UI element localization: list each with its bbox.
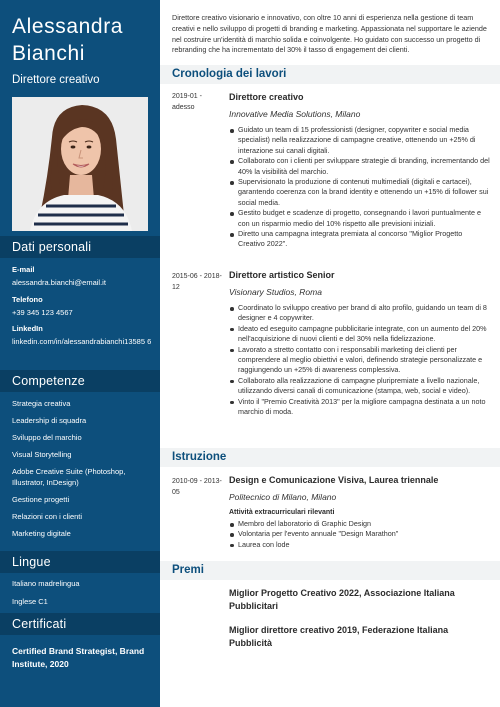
email-value[interactable]: alessandra.bianchi@email.it (12, 278, 106, 287)
profile-summary: Direttore creativo visionario e innovativo, con oltre 10 anni di esperienza nella gestione di team creativi e nello sviluppo di progetti di branding e marketing. Appassionata nel supportare le aziende nel costruire un'identità di marchio solida e coinvolgente. Ho guidato con successo un progetto di rebranding che ha incrementato del 30% il tasso di engagement dei clienti. (172, 13, 487, 55)
portrait-illustration (12, 97, 148, 231)
email-label: E-mail (12, 265, 35, 274)
languages-list (12, 578, 152, 607)
language-item: Inglese C1 (12, 597, 48, 606)
candidate-role: Direttore creativo (12, 74, 100, 86)
job-title: Direttore creativo (229, 92, 304, 102)
bullet-item: Supervisionato la produzione di contenuti multimediali (digitali e cartacei), garantendo coerenza con la brand identity e ottenendo un +15% di follower sui social media. (229, 177, 491, 208)
language-item: Italiano madrelingua (12, 579, 80, 588)
skill-item: Marketing digitale (12, 529, 71, 538)
bullet-item: Coordinato lo sviluppo creativo per brand di alto profilo, guidando un team di 8 designer e 4 copywriter. (229, 303, 491, 324)
bullet-item: Collaborato alla realizzazione di campagne pluripremiate a livello nazionale, utilizzando diversi canali di comunicazione (stampa, web, social e video). (229, 376, 491, 397)
school-name: Politecnico di Milano, Milano (229, 492, 337, 502)
skill-item: Strategia creativa (12, 399, 71, 408)
job-employer: Innovative Media Solutions, Milano (229, 109, 361, 119)
linkedin-value[interactable]: linkedin.com/in/alessandrabianchi13585 6 (12, 337, 152, 346)
job-bullets (229, 125, 491, 250)
bullet-item: Guidato un team di 15 professionisti (designer, copywriter e social media specialist) nella realizzazione di campagne creative, ottenendo un +25% di interazione sui canali digitali. (229, 125, 491, 156)
skill-item: Gestione progetti (12, 495, 70, 504)
bullet-item: Ideato ed eseguito campagne pubblicitarie integrate, con un aumento del 20% nell'acquisizione di nuovi clienti e del 30% nella fidelizzazione. (229, 324, 491, 345)
extracurricular-list (229, 519, 491, 550)
languages-heading: Lingue (0, 551, 160, 573)
certificates-heading: Certificati (0, 613, 160, 635)
bullet-item: Diretto una campagna integrata premiata al concorso "Miglior Progetto Creativo 2022". (229, 229, 491, 250)
skill-item: Sviluppo del marchio (12, 433, 82, 442)
skill-item: Visual Storytelling (12, 450, 72, 459)
first-name: Alessandra (12, 15, 124, 38)
education-dates: 2010-09 - 2013-05 (172, 478, 222, 496)
award-item: Miglior Progetto Creativo 2022, Associazione Italiana Pubblicitari (229, 588, 455, 611)
job-employer: Visionary Studios, Roma (229, 287, 322, 297)
job-bullets (229, 303, 491, 417)
degree-title: Design e Comunicazione Visiva, Laurea triennale (229, 475, 439, 485)
bullet-item: Collaborato con i clienti per sviluppare strategie di branding, incrementando del 40% la visibilità del marchio. (229, 156, 491, 177)
last-name: Bianchi (12, 42, 86, 65)
personal-data-heading: Dati personali (0, 236, 160, 258)
work-history-heading: Cronologia dei lavori (160, 65, 500, 84)
job-dates: 2015-06 - 2018-12 (172, 273, 222, 291)
skills-list (12, 398, 152, 539)
skill-item: Adobe Creative Suite (Photoshop, Illustrator, InDesign) (12, 467, 126, 487)
bullet-item: Vinto il "Premio Creatività 2013" per la migliore campagna destinata a un noto marchio di moda. (229, 397, 491, 418)
main-content (160, 0, 500, 707)
extracurricular-label: Attività extracurriculari rilevanti (229, 509, 335, 516)
phone-value[interactable]: +39 345 123 4567 (12, 308, 73, 317)
candidate-name (12, 13, 157, 67)
skills-heading: Competenze (0, 370, 160, 392)
awards-heading: Premi (160, 561, 500, 580)
award-item: Miglior direttore creativo 2019, Federazione Italiana Pubblicità (229, 625, 449, 648)
job-title: Direttore artistico Senior (229, 270, 335, 280)
bullet-item: Gestito budget e scadenze di progetto, consegnando i lavori puntualmente e con un risparmio medio del 10% rispetto alle previsioni iniziali. (229, 208, 491, 229)
education-heading: Istruzione (160, 448, 500, 467)
skill-item: Leadership di squadra (12, 416, 87, 425)
bullet-item: Volontaria per l'evento annuale "Design Marathon" (229, 529, 491, 539)
phone-label: Telefono (12, 295, 43, 304)
sidebar (0, 0, 160, 707)
bullet-item: Membro del laboratorio di Graphic Design (229, 519, 491, 529)
job-dates: 2019-01 - adesso (172, 93, 202, 111)
skill-item: Relazioni con i clienti (12, 512, 83, 521)
profile-photo (12, 97, 148, 231)
bullet-item: Laurea con lode (229, 540, 491, 550)
linkedin-label: LinkedIn (12, 324, 43, 333)
bullet-item: Lavorato a stretto contatto con i responsabili marketing dei clienti per comprendere al meglio obiettivi e valori, definendo strategie personalizzate e raggiungendo un +25% di awareness complessiva. (229, 345, 491, 376)
certificate-item: Certified Brand Strategist, Brand Institute, 2020 (12, 646, 145, 669)
